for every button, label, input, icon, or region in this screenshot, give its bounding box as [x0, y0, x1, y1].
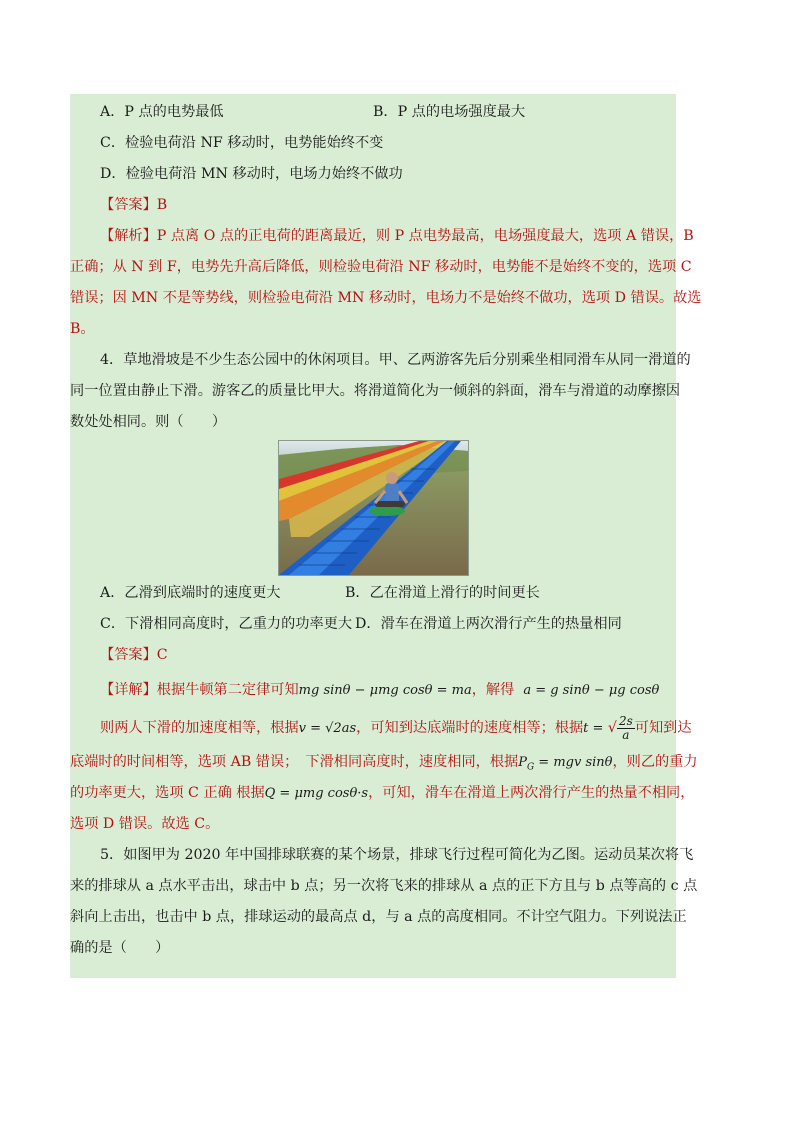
- q4-detail-text-2c: 可知到达: [634, 720, 692, 736]
- q4-figure: [70, 438, 676, 578]
- q4-detail-tag: 【详解】: [100, 682, 157, 698]
- q4-detail-line-2: 则两人下滑的加速度相等，根据v = √2as，可知到达底端时的速度相等；根据t = √ $\frac{2s}{a}$ 可知到达: [100, 713, 692, 742]
- time-formula-numerator: 2s: [618, 713, 633, 728]
- q4-option-b: B．乙在滑道上滑行的时间更长: [345, 585, 540, 601]
- q4-stem-line-3: 数处处相同。则（ ）: [70, 414, 227, 430]
- q3-answer: [70, 190, 676, 221]
- velocity-formula: v = √2as: [298, 721, 357, 736]
- q3-option-a: A．P 点的电势最低: [100, 104, 224, 120]
- q3-analysis-tag: 【解析】: [100, 228, 157, 244]
- grass-slide-photo: [278, 440, 469, 576]
- q5-stem-line-3: 斜向上击出，也击中 b 点，排球运动的最高点 d，与 a 点的高度相同。不计空气阻力。下列说法正: [70, 909, 687, 925]
- q4-answer-tag: 【答案】: [100, 647, 157, 663]
- q5-stem-line-2: 来的排球从 a 点水平击出，球击中 b 点；另一次将飞来的排球从 a 点的正下方且与 b 点等高的 c 点: [70, 878, 698, 894]
- q3-answer-value: B: [156, 197, 168, 213]
- q4-detail-line-5: 选项 D 错误。故选 C。: [70, 816, 220, 832]
- q4-answer-value: C: [156, 647, 168, 663]
- document-body: [70, 94, 702, 978]
- q4-detail-line-3: [70, 747, 698, 778]
- time-formula-lhs: t =: [583, 721, 604, 736]
- time-formula-fraction: [617, 715, 635, 742]
- q4-detail-text-4b: ，可知，滑车在滑道上两次滑行产生的热量不相同，: [368, 785, 695, 801]
- q4-detail-line-1: [70, 671, 676, 709]
- q3-analysis-line-3: 错误；因 MN 不是等势线，则检验电荷沿 MN 移动时，电场力不是始终不做功，选项 D 错误。故选: [70, 290, 702, 306]
- grass-slide-illustration: [279, 441, 468, 575]
- q4-detail-text-3b: ，则乙的重力: [612, 754, 698, 770]
- q3-option-b: B．P 点的电场强度最大: [373, 104, 526, 120]
- power-symbol: P: [518, 755, 527, 770]
- q4-stem-line-2: 同一位置由静止下滑。游客乙的质量比甲大。将滑道简化为一倾斜的斜面，滑车与滑道的动摩擦因: [70, 383, 681, 399]
- heat-formula: Q = μmg cosθ·s: [264, 786, 369, 801]
- newton-law-formula: mg sinθ − μmg cosθ = ma: [298, 683, 472, 698]
- q5-stem-line-1: 5．如图甲为 2020 年中国排球联赛的某个场景，排球飞行过程可简化为乙图。运动员某次将飞: [100, 847, 694, 863]
- q4-detail-text-2b: ，可知到达底端时的速度相等；根据: [356, 720, 584, 736]
- q4-options-cd: [70, 609, 676, 640]
- q4-detail-text-4a: 的功率更大，选项 C 正确 根据: [70, 785, 265, 801]
- power-formula: [518, 755, 613, 773]
- q3-answer-tag: 【答案】: [100, 197, 157, 213]
- q4-detail-text-1a: 根据牛顿第二定律可知: [156, 682, 299, 698]
- q4-options-ab: [70, 578, 676, 609]
- q3-analysis-line-1: [70, 221, 694, 252]
- q3-analysis-text-1: P 点离 O 点的正电荷的距离最近，则 P 点电势最高，电场强度最大，选项 A 错误，B: [156, 228, 694, 244]
- time-formula-denominator: a: [622, 727, 630, 742]
- q4-option-a: A．乙滑到底端时的速度更大: [100, 585, 281, 601]
- q4-stem-line-1: 4．草地滑坡是不少生态公园中的休闲项目。甲、乙两游客先后分别乘坐相同滑车从同一滑道的: [100, 352, 691, 368]
- acceleration-formula: a = g sinθ − μg cosθ: [523, 683, 660, 698]
- q4-answer: [70, 640, 676, 671]
- q4-detail-line-4: [70, 778, 695, 809]
- q3-options-ab: [70, 97, 676, 128]
- power-expression: = mgv sinθ: [534, 755, 613, 770]
- q3-analysis-line-4: B。: [70, 321, 95, 337]
- q5-stem-line-4: 确的是（ ）: [70, 940, 170, 956]
- q3-analysis-line-2: 正确；从 N 到 F，电势先升高后降低，则检验电荷沿 NF 移动时，电势能不是始终不变的，选项 C: [70, 259, 692, 275]
- q4-option-d: D．滑车在滑道上两次滑行产生的热量相同: [355, 616, 622, 632]
- q4-detail-text-1b: ，解得: [471, 682, 515, 698]
- power-subscript: G: [526, 762, 535, 773]
- q4-detail-text-2a: 则两人下滑的加速度相等，根据: [100, 720, 299, 736]
- q3-option-c: C．检验电荷沿 NF 移动时，电势能始终不变: [100, 135, 384, 151]
- q4-option-c: C．下滑相同高度时，乙重力的功率更大: [100, 616, 353, 632]
- q3-option-d: D．检验电荷沿 MN 移动时，电场力始终不做功: [100, 166, 403, 182]
- q4-detail-text-3a: 底端时的时间相等，选项 AB 错误； 下滑相同高度时，速度相同，根据: [70, 754, 519, 770]
